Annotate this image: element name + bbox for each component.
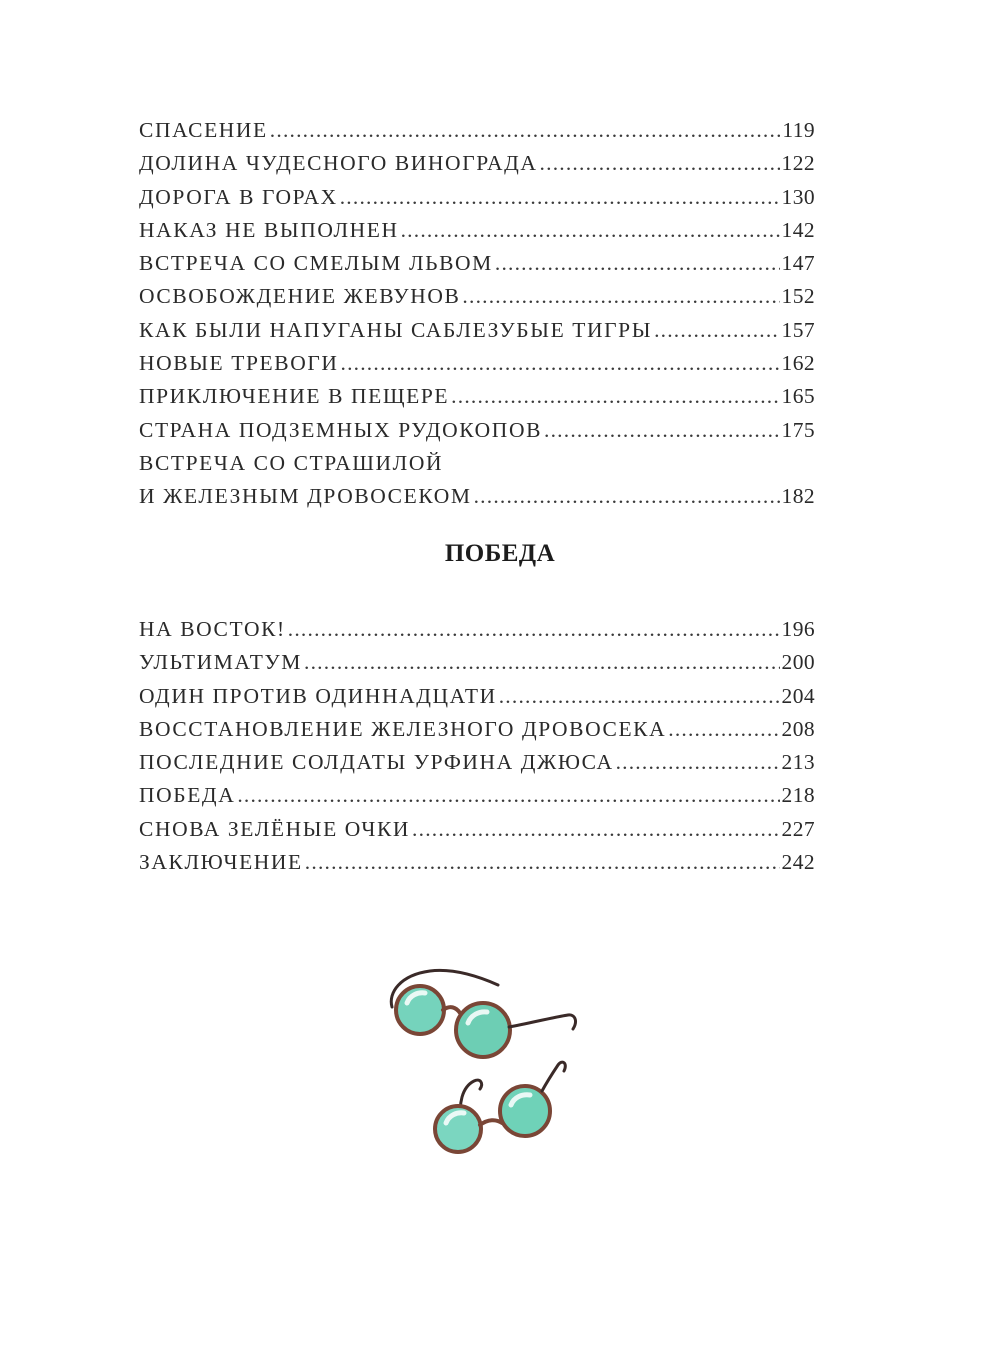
toc-entry[interactable] (139, 147, 815, 180)
toc-entry-title: ПРИКЛЮЧЕНИЕ В ПЕЩЕРЕ (139, 384, 450, 409)
lower-glasses (435, 1062, 565, 1152)
toc-entry-title: ДОЛИНА ЧУДЕСНОГО ВИНОГРАДА (139, 151, 538, 176)
toc-entry[interactable] (139, 613, 815, 646)
toc-entry-title: КАК БЫЛИ НАПУГАНЫ САБЛЕЗУБЫЕ ТИГРЫ (139, 317, 653, 342)
leader-dots (499, 680, 780, 713)
toc-entry-title: НА ВОСТОК! (139, 617, 286, 641)
toc-entry-page: 182 (781, 484, 815, 509)
table-of-contents-part-2 (139, 613, 815, 879)
leader-dots (401, 214, 780, 247)
lower-glasses-right-temple (542, 1062, 565, 1091)
leader-dots (540, 147, 780, 180)
toc-entry-page: 208 (781, 716, 815, 741)
leader-dots (340, 181, 780, 214)
toc-entry-page: 152 (781, 284, 815, 309)
toc-entry-title: ЗАКЛЮЧЕНИЕ (139, 850, 303, 875)
toc-entry-page: 218 (781, 783, 815, 808)
toc-entry-title-line-1: ВСТРЕЧА СО СТРАШИЛОЙ (139, 450, 444, 475)
toc-entry-title: ДОРОГА В ГОРАХ (139, 184, 338, 209)
toc-entry-title: ОДИН ПРОТИВ ОДИННАДЦАТИ (139, 683, 497, 708)
toc-entry-page: 157 (781, 317, 815, 342)
toc-entry-title: ВСТРЕЧА СО СМЕЛЫМ ЛЬВОМ (139, 251, 493, 276)
leader-dots (462, 280, 779, 313)
toc-entry-title: СНОВА ЗЕЛЁНЫЕ ОЧКИ (139, 816, 411, 841)
leader-dots (474, 480, 780, 513)
leader-dots (654, 314, 779, 347)
toc-entry-title-line-2: И ЖЕЛЕЗНЫМ ДРОВОСЕКОМ (139, 484, 472, 509)
toc-entry-title: ПОБЕДА (139, 783, 236, 808)
toc-entry-title: ПОСЛЕДНИЕ СОЛДАТЫ УРФИНА ДЖЮСА (139, 750, 614, 775)
toc-entry[interactable] (139, 314, 815, 347)
toc-entry-title: НАКАЗ НЕ ВЫПОЛНЕН (139, 217, 399, 242)
toc-entry[interactable] (139, 414, 815, 447)
leader-dots (304, 646, 780, 679)
toc-entry[interactable] (139, 114, 815, 147)
toc-entry[interactable] (139, 347, 815, 380)
toc-entry-page: 130 (781, 184, 815, 209)
green-glasses-illustration (370, 955, 600, 1165)
toc-entry-page: 213 (781, 750, 815, 775)
toc-entry-page: 162 (781, 351, 815, 376)
toc-entry-page: 119 (782, 118, 815, 142)
toc-entry-page: 196 (781, 617, 815, 641)
toc-entry[interactable] (139, 380, 815, 413)
upper-glasses (391, 970, 575, 1057)
toc-entry-page: 204 (781, 683, 815, 708)
toc-entry-page: 147 (781, 251, 815, 276)
toc-entry-page: 142 (781, 217, 815, 242)
leader-dots (544, 414, 780, 447)
section-heading: ПОБЕДА (444, 540, 556, 567)
leader-dots (341, 347, 780, 380)
toc-entry-title: НОВЫЕ ТРЕВОГИ (139, 351, 339, 376)
toc-entry[interactable] (139, 280, 815, 313)
leader-dots (495, 247, 780, 280)
toc-entry[interactable] (139, 846, 815, 879)
toc-entry[interactable] (139, 214, 815, 247)
leader-dots (616, 746, 780, 779)
toc-entry-page: 227 (781, 816, 815, 841)
leader-dots (451, 380, 779, 413)
toc-entry-page: 175 (781, 417, 815, 442)
leader-dots (305, 846, 780, 879)
toc-entry[interactable] (139, 713, 815, 746)
toc-entry-page: 122 (781, 151, 815, 176)
toc-entry-title: УЛЬТИМАТУМ (139, 650, 302, 675)
toc-entry-multiline[interactable] (139, 447, 815, 514)
toc-entry[interactable] (139, 746, 815, 779)
toc-entry[interactable] (139, 646, 815, 679)
toc-entry-page: 242 (781, 850, 815, 875)
leader-dots (237, 779, 779, 812)
toc-entry[interactable] (139, 779, 815, 812)
toc-entry-title: ОСВОБОЖДЕНИЕ ЖЕВУНОВ (139, 284, 461, 309)
toc-entry[interactable] (139, 813, 815, 846)
leader-dots (412, 813, 780, 846)
toc-entry[interactable] (139, 680, 815, 713)
upper-glasses-right-temple (509, 1015, 575, 1029)
leader-dots (270, 114, 781, 147)
leader-dots (288, 613, 780, 646)
leader-dots (668, 713, 779, 746)
toc-entry-page: 165 (781, 384, 815, 409)
toc-entry-title: СПАСЕНИЕ (139, 118, 268, 142)
green-glasses-icon (370, 955, 600, 1165)
toc-entry-title: СТРАНА ПОДЗЕМНЫХ РУДОКОПОВ (139, 417, 543, 442)
toc-entry[interactable] (139, 247, 815, 280)
toc-entry-page: 200 (781, 650, 815, 675)
toc-entry-title: ВОССТАНОВЛЕНИЕ ЖЕЛЕЗНОГО ДРОВОСЕКА (139, 716, 667, 741)
table-of-contents-part-1 (139, 114, 815, 514)
toc-entry[interactable] (139, 181, 815, 214)
lower-glasses-bridge (480, 1120, 502, 1125)
toc-entry-last-line (139, 480, 815, 513)
